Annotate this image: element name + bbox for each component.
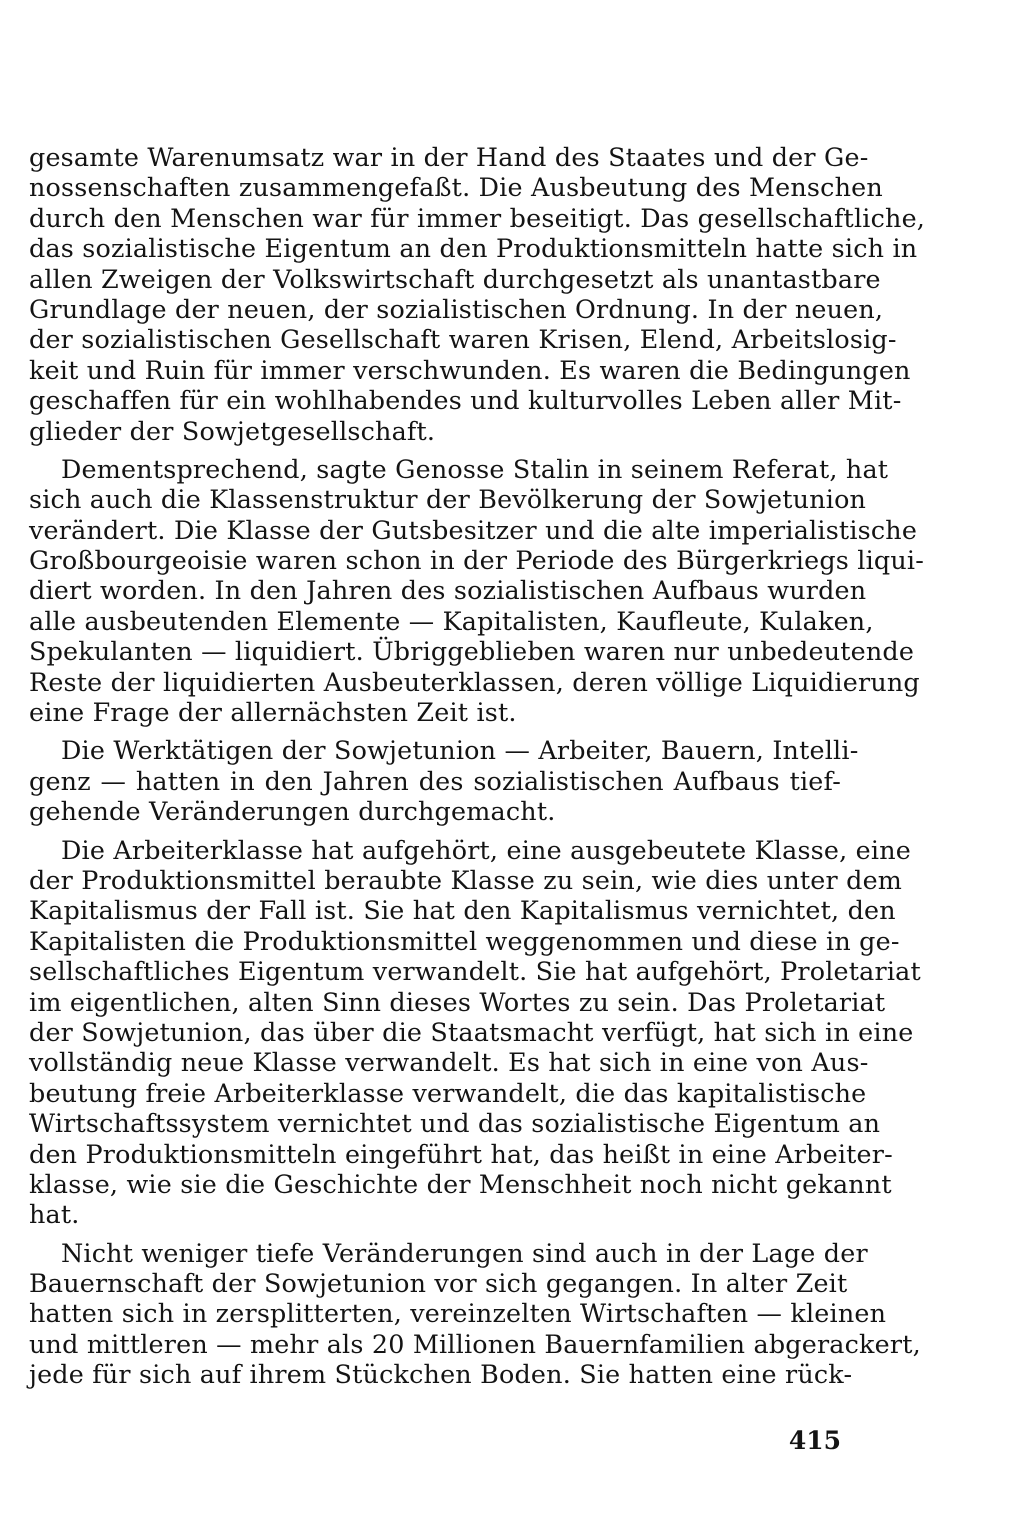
text-line: Reste der liquidierten Ausbeuterklassen, deren völlige Liquidierung [29, 666, 920, 697]
text-line: glieder der Sowjetgesellschaft. [29, 415, 436, 446]
text-line: diert worden. In den Jahren des sozialistischen Aufbaus wurden [29, 575, 867, 606]
text-line: das sozialistische Eigentum an den Produktionsmitteln hatte sich in [29, 233, 918, 264]
text-line: der sozialistischen Gesellschaft waren Krisen, Elend, Arbeitslosig- [29, 324, 897, 355]
paragraph [29, 453, 925, 728]
text-line: sellschaftliches Eigentum verwandelt. Sie hat aufgehört, Proletariat [29, 956, 921, 987]
text-line: verändert. Die Klasse der Gutsbesitzer und die alte imperialistische [29, 514, 918, 545]
text-line: sich auch die Klassenstruktur der Bevölkerung der Sowjetunion [29, 484, 867, 515]
text-line: keit und Ruin für immer verschwunden. Es waren die Bedingungen [29, 354, 911, 385]
text-line: Großbourgeoisie waren schon in der Periode des Bürgerkriegs liqui- [29, 545, 925, 576]
paragraph [29, 142, 926, 446]
text-line: beutung freie Arbeiterklasse verwandelt, die das kapitalistische [29, 1077, 867, 1108]
text-line: geschaffen für ein wohlhabendes und kulturvolles Leben aller Mit- [29, 385, 902, 416]
page-number: 415 [788, 1426, 841, 1455]
paragraph [29, 735, 859, 827]
text-line: Die Arbeiterklasse hat aufgehört, eine ausgebeutete Klasse, eine [61, 834, 912, 865]
text-line: der Produktionsmittel beraubte Klasse zu sein, wie dies unter dem [29, 864, 903, 895]
text-line: nossenschaften zusammengefaßt. Die Ausbeutung des Menschen [29, 172, 883, 203]
text-line: der Sowjetunion, das über die Staatsmacht verfügt, hat sich in eine [29, 1016, 914, 1047]
text-line: gesamte Warenumsatz war in der Hand des Staates und der Ge- [29, 142, 869, 172]
text-line: eine Frage der allernächsten Zeit ist. [29, 697, 517, 728]
text-line: Grundlage der neuen, der sozialistischen Ordnung. In der neuen, [29, 293, 884, 324]
text-line: im eigentlichen, alten Sinn dieses Wortes zu sein. Das Proletariat [29, 986, 886, 1017]
text-line: Nicht weniger tiefe Veränderungen sind auch in der Lage der [61, 1237, 868, 1268]
text-line: klasse, wie sie die Geschichte der Menschheit noch nicht gekannt [29, 1168, 892, 1199]
text-line: alle ausbeutenden Elemente — Kapitalisten, Kaufleute, Kulaken, [29, 605, 874, 636]
paragraph [29, 1237, 921, 1390]
paragraph [29, 834, 921, 1230]
text-line: Bauernschaft der Sowjetunion vor sich gegangen. In alter Zeit [29, 1268, 848, 1299]
text-line: hat. [29, 1199, 80, 1230]
text-line: hatten sich in zersplitterten, vereinzelten Wirtschaften — kleinen [29, 1298, 887, 1329]
text-line: Spekulanten — liquidiert. Übriggeblieben waren nur unbedeutende [29, 636, 915, 667]
text-line: Die Werktätigen der Sowjetunion — Arbeiter, Bauern, Intelli- [61, 735, 859, 766]
body-text [29, 142, 926, 1398]
text-line: den Produktionsmitteln eingeführt hat, das heißt in eine Arbeiter- [29, 1138, 893, 1169]
text-line: allen Zweigen der Volkswirtschaft durchgesetzt als unantastbare [29, 263, 881, 294]
text-line: jede für sich auf ihrem Stückchen Boden. Sie hatten eine rück- [29, 1359, 853, 1390]
text-line: Kapitalismus der Fall ist. Sie hat den Kapitalismus vernichtet, den [29, 895, 896, 926]
text-line: Wirtschaftssystem vernichtet und das sozialistische Eigentum an [29, 1108, 881, 1139]
text-line: Kapitalisten die Produktionsmittel weggenommen und diese in ge- [29, 925, 900, 956]
text-line: Dementsprechend, sagte Genosse Stalin in seinem Referat, hat [61, 453, 889, 484]
text-line: und mittleren — mehr als 20 Millionen Bauernfamilien abgerackert, [29, 1328, 921, 1359]
text-line: durch den Menschen war für immer beseitigt. Das gesellschaftliche, [29, 202, 926, 233]
text-line: gehende Veränderungen durchgemacht. [29, 796, 556, 827]
text-line: genz — hatten in den Jahren des sozialistischen Aufbaus tief- [29, 765, 841, 796]
text-line: vollständig neue Klasse verwandelt. Es hat sich in eine von Aus- [29, 1047, 869, 1078]
